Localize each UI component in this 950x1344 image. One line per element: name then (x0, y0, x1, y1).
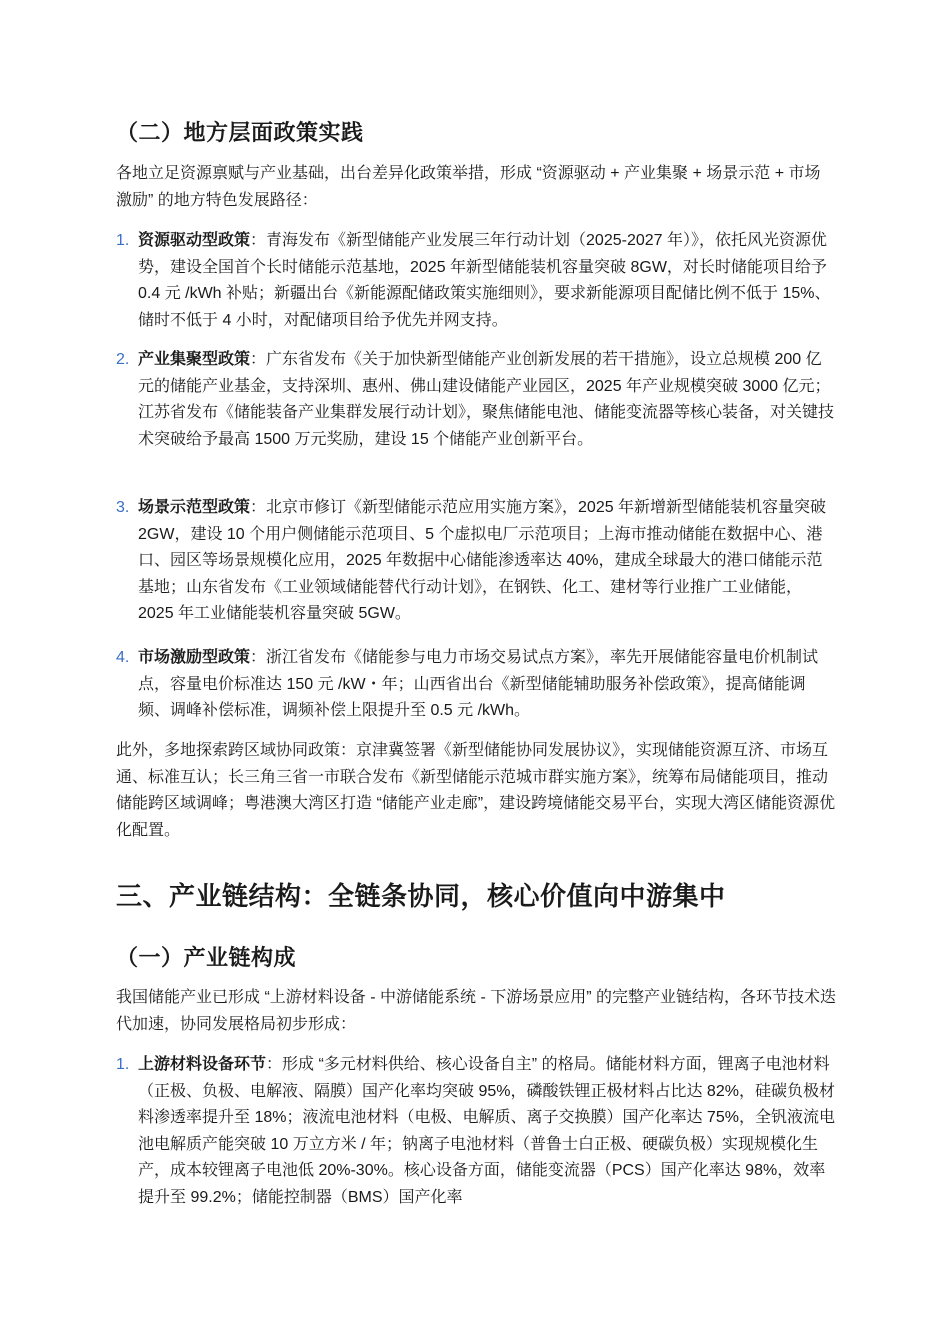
list-item-lead: 场景示范型政策 (138, 499, 251, 516)
list-number: 3. (116, 499, 130, 516)
list-item-text: ：广东省发布《关于加快新型储能产业创新发展的若干措施》，设立总规模 200 亿元的储能产业基金，支持深圳、惠州、佛山建设储能产业园区，2025 年产业规模突破 3000 亿元；江苏省发布《储能装备产业集群发展行动计划》，聚焦储能电池、储能变流器等核心装备，对关键技术突破给予最高 1500 万元奖励，建设 15 个储能产业创新平台。 (138, 351, 835, 448)
list-item (116, 645, 836, 725)
list-item-text: ：浙江省发布《储能参与电力市场交易试点方案》，率先开展储能容量电价机制试点，容量电价标准达 150 元 /kW・年；山西省出台《新型储能辅助服务补偿政策》，提高储能调频、调峰补偿标准，调频补偿上限提升至 0.5 元 /kWh。 (138, 649, 819, 719)
section-heading-chain: （一）产业链构成 (116, 945, 297, 970)
chapter-heading: 三、产业链结构：全链条协同，核心价值向中游集中 (116, 881, 726, 911)
list-item (116, 347, 836, 453)
list-item (116, 495, 836, 628)
list-number: 2. (116, 351, 130, 368)
section-heading-local-policy: （二）地方层面政策实践 (116, 120, 364, 145)
list-item-text: ：北京市修订《新型储能示范应用实施方案》，2025 年新增新型储能装机容量突破 2GW，建设 10 个用户侧储能示范项目、5 个虚拟电厂示范项目；上海市推动储能在数据中心、港口、园区等场景规模化应用，2025 年数据中心储能渗透率达 40%，建成全球最大的港口储能示范基地；山东省发布《工业领域储能替代行动计划》，在钢铁、化工、建材等行业推广工业储能，2025 年工业储能装机容量突破 5GW。 (138, 499, 827, 622)
paragraph-local-outro: 此外，多地探索跨区域协同政策：京津冀签署《新型储能协同发展协议》，实现储能资源互济、市场互通、标准互认；长三角三省一市联合发布《新型储能示范城市群实施方案》，统筹布局储能项目，推动储能跨区域调峰；粤港澳大湾区打造 “储能产业走廊”，建设跨境储能交易平台，实现大湾区储能资源优化配置。 (116, 742, 836, 839)
list-item (116, 1052, 836, 1211)
list-item-lead: 市场激励型政策 (138, 649, 251, 666)
list-number: 1. (116, 1056, 130, 1073)
list-item-text: ：形成 “多元材料供给、核心设备自主” 的格局。储能材料方面，锂离子电池材料（正极、负极、电解液、隔膜）国产化率均突破 95%，磷酸铁锂正极材料占比达 82%，硅碳负极材料渗透率提升至 18%；液流电池材料（电极、电解质、离子交换膜）国产化率达 75%，全钒液流电池电解质产能突破 10 万立方米 / 年；钠离子电池材料（普鲁士白正极、硬碳负极）实现规模化生产，成本较锂离子电池低 20%-30%。核心设备方面，储能变流器（PCS）国产化率达 98%，效率提升至 99.2%；储能控制器（BMS）国产化率 (138, 1056, 835, 1206)
paragraph-local-intro: 各地立足资源禀赋与产业基础，出台差异化政策举措，形成 “资源驱动 + 产业集聚 + 场景示范 + 市场激励” 的地方特色发展路径： (116, 165, 821, 209)
list-number: 1. (116, 232, 130, 249)
list-item-text: ：青海发布《新型储能产业发展三年行动计划（2025-2027 年）》，依托风光资源优势，建设全国首个长时储能示范基地，2025 年新型储能装机容量突破 8GW，对长时储能项目给予 0.4 元 /kWh 补贴；新疆出台《新能源配储政策实施细则》，要求新能源项目配储比例不低于 15%、储时不低于 4 小时，对配储项目给予优先并网支持。 (138, 232, 831, 329)
list-item-lead: 资源驱动型政策 (138, 232, 251, 249)
list-item-lead: 上游材料设备环节 (138, 1056, 267, 1073)
paragraph-chain-intro: 我国储能产业已形成 “上游材料设备 - 中游储能系统 - 下游场景应用” 的完整产业链结构，各环节技术迭代加速，协同发展格局初步形成： (116, 989, 836, 1033)
list-item (116, 228, 836, 334)
list-number: 4. (116, 649, 130, 666)
list-item-lead: 产业集聚型政策 (138, 351, 251, 368)
